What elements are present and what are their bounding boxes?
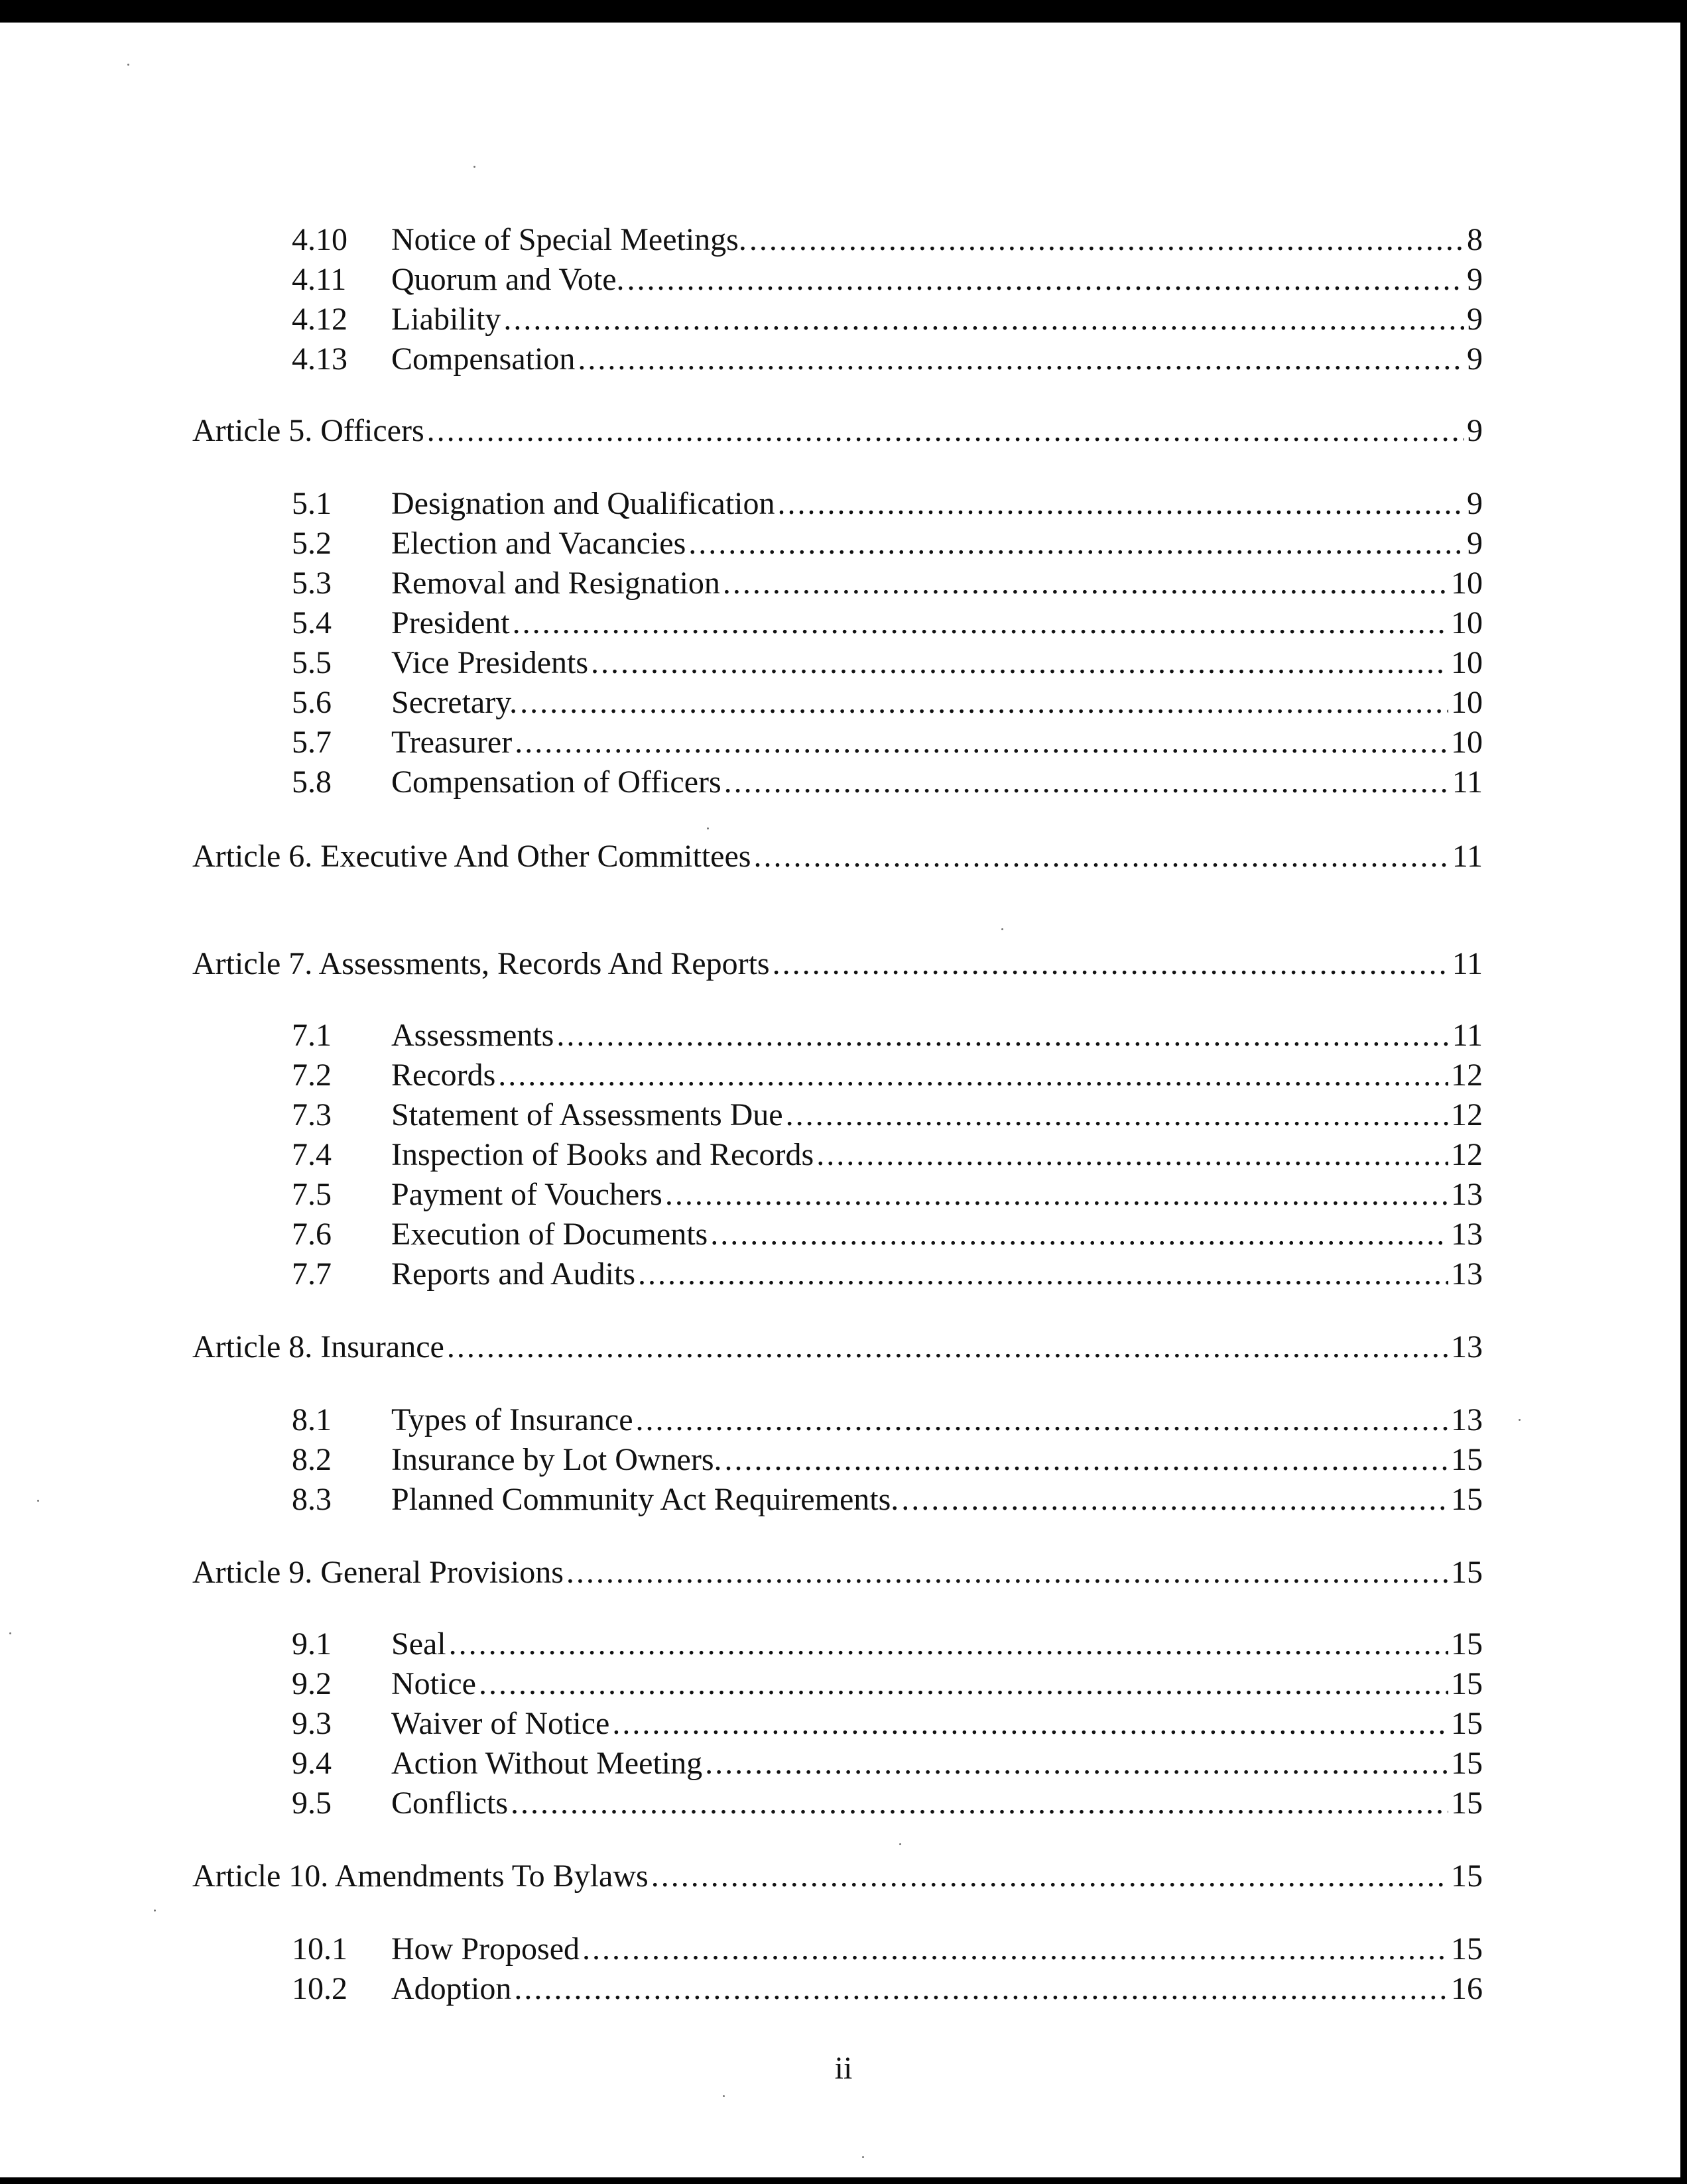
toc-entry-number: 7.6 bbox=[292, 1217, 332, 1252]
toc-article-title: Article 8. Insurance bbox=[192, 1329, 444, 1365]
toc-entry-number: 7.3 bbox=[292, 1097, 332, 1132]
toc-entry-page: 15 bbox=[1451, 1442, 1483, 1477]
toc-entry-page: 10 bbox=[1451, 605, 1483, 640]
scan-speck bbox=[1001, 928, 1003, 930]
scan-speck bbox=[473, 166, 475, 168]
toc-entry-page: 11 bbox=[1452, 946, 1483, 981]
dot-leader bbox=[582, 1929, 1448, 1969]
toc-article-9 bbox=[192, 1553, 1483, 1593]
toc-entry-title: Records bbox=[391, 1058, 496, 1093]
toc-entry-number: 10.2 bbox=[292, 1971, 347, 2006]
toc-entry-number: 9.4 bbox=[292, 1746, 332, 1781]
toc-entry-4-10 bbox=[292, 220, 1483, 260]
toc-entry-page: 9 bbox=[1467, 526, 1483, 561]
toc-entry-number: 7.7 bbox=[292, 1256, 332, 1292]
dot-leader bbox=[786, 1095, 1448, 1135]
toc-entry-title: Planned Community Act Requirements. bbox=[391, 1482, 899, 1517]
dot-leader bbox=[773, 944, 1450, 984]
toc-entry-title: Conflicts bbox=[391, 1786, 508, 1821]
toc-entry-number: 4.11 bbox=[292, 262, 347, 297]
dot-leader bbox=[578, 339, 1464, 379]
toc-entry-title: Insurance by Lot Owners. bbox=[391, 1442, 722, 1477]
toc-entry-title: Quorum and Vote. bbox=[391, 262, 625, 297]
toc-entry-title: Liability bbox=[391, 302, 501, 337]
toc-entry-page: 9 bbox=[1467, 262, 1483, 297]
dot-leader bbox=[612, 1704, 1448, 1744]
toc-entry-page: 15 bbox=[1451, 1482, 1483, 1517]
toc-entry-title: President bbox=[391, 605, 510, 640]
toc-entry-7-2 bbox=[292, 1056, 1483, 1095]
toc-entry-number: 7.1 bbox=[292, 1018, 332, 1053]
toc-entry-page: 9 bbox=[1467, 413, 1483, 448]
toc-entry-8-3 bbox=[292, 1480, 1483, 1520]
toc-entry-page: 15 bbox=[1451, 1931, 1483, 1967]
toc-entry-title: Inspection of Books and Records bbox=[391, 1137, 814, 1172]
dot-leader bbox=[427, 411, 1464, 451]
toc-article-6 bbox=[192, 837, 1483, 877]
scan-speck bbox=[899, 1843, 901, 1845]
scan-speck bbox=[9, 1632, 11, 1634]
toc-entry-title: Designation and Qualification bbox=[391, 486, 775, 521]
toc-entry-number: 7.5 bbox=[292, 1177, 332, 1212]
dot-leader bbox=[498, 1056, 1448, 1095]
toc-entry-page: 10 bbox=[1451, 645, 1483, 680]
dot-leader bbox=[651, 1856, 1448, 1896]
toc-entry-8-1 bbox=[292, 1400, 1483, 1440]
toc-entry-number: 9.3 bbox=[292, 1706, 332, 1741]
toc-article-7 bbox=[192, 944, 1483, 984]
dot-leader bbox=[591, 643, 1448, 683]
toc-entry-9-4 bbox=[292, 1744, 1483, 1784]
dot-leader bbox=[566, 1553, 1448, 1593]
scan-speck bbox=[154, 1910, 156, 1911]
scan-bottom-border bbox=[0, 2177, 1687, 2184]
dot-leader bbox=[627, 260, 1464, 300]
scan-right-border bbox=[1680, 0, 1687, 2184]
toc-entry-page: 15 bbox=[1451, 1706, 1483, 1741]
toc-entry-title: Secretary. bbox=[391, 685, 518, 720]
scan-speck bbox=[723, 2095, 725, 2097]
dot-leader bbox=[816, 1135, 1448, 1175]
dot-leader bbox=[520, 683, 1448, 723]
dot-leader bbox=[688, 524, 1464, 564]
toc-entry-page: 12 bbox=[1451, 1058, 1483, 1093]
toc-entry-page: 8 bbox=[1467, 222, 1483, 257]
toc-entry-5-8 bbox=[292, 762, 1483, 802]
toc-article-title: Article 10. Amendments To Bylaws bbox=[192, 1858, 649, 1894]
toc-entry-5-3 bbox=[292, 564, 1483, 603]
dot-leader bbox=[710, 1215, 1448, 1254]
toc-entry-title: How Proposed bbox=[391, 1931, 580, 1967]
toc-entry-number: 5.2 bbox=[292, 526, 332, 561]
toc-entry-title: Removal and Resignation bbox=[391, 566, 720, 601]
toc-entry-title: Compensation bbox=[391, 341, 576, 377]
toc-entry-title: Assessments bbox=[391, 1018, 554, 1053]
toc-entry-title: Waiver of Notice bbox=[391, 1706, 610, 1741]
toc-article-title: Article 6. Executive And Other Committees bbox=[192, 839, 751, 874]
toc-entry-page: 15 bbox=[1451, 1786, 1483, 1821]
toc-entry-4-11 bbox=[292, 260, 1483, 300]
toc-article-title: Article 9. General Provisions bbox=[192, 1555, 564, 1590]
toc-entry-page: 10 bbox=[1451, 566, 1483, 601]
toc-entry-number: 5.4 bbox=[292, 605, 332, 640]
toc-entry-title: Action Without Meeting bbox=[391, 1746, 703, 1781]
toc-entry-5-2 bbox=[292, 524, 1483, 564]
dot-leader bbox=[723, 564, 1448, 603]
dot-leader bbox=[665, 1175, 1448, 1215]
toc-entry-page: 9 bbox=[1467, 341, 1483, 377]
toc-article-title: Article 7. Assessments, Records And Reports bbox=[192, 946, 770, 981]
dot-leader bbox=[705, 1744, 1448, 1784]
toc-entry-5-5 bbox=[292, 643, 1483, 683]
toc-entry-number: 5.7 bbox=[292, 725, 332, 760]
toc-entry-9-5 bbox=[292, 1784, 1483, 1823]
toc-entry-number: 5.5 bbox=[292, 645, 332, 680]
dot-leader bbox=[479, 1664, 1448, 1704]
toc-entry-page: 12 bbox=[1451, 1097, 1483, 1132]
page-number: ii bbox=[834, 2051, 853, 2086]
toc-entry-5-1 bbox=[292, 484, 1483, 524]
toc-entry-title: Execution of Documents bbox=[391, 1217, 708, 1252]
toc-entry-9-1 bbox=[292, 1624, 1483, 1664]
toc-article-10 bbox=[192, 1856, 1483, 1896]
dot-leader bbox=[778, 484, 1464, 524]
dot-leader bbox=[449, 1624, 1448, 1664]
toc-entry-title: Types of Insurance bbox=[391, 1402, 633, 1437]
dot-leader bbox=[503, 300, 1464, 339]
dot-leader bbox=[514, 1969, 1448, 2009]
toc-entry-number: 8.3 bbox=[292, 1482, 332, 1517]
toc-entry-page: 9 bbox=[1467, 302, 1483, 337]
toc-entry-title: Notice of Special Meetings. bbox=[391, 222, 747, 257]
toc-entry-9-2 bbox=[292, 1664, 1483, 1704]
toc-entry-number: 5.1 bbox=[292, 486, 332, 521]
toc-entry-number: 7.4 bbox=[292, 1137, 332, 1172]
dot-leader bbox=[515, 723, 1448, 762]
toc-article-5 bbox=[192, 411, 1483, 451]
toc-entry-number: 5.6 bbox=[292, 685, 332, 720]
toc-entry-page: 15 bbox=[1451, 1746, 1483, 1781]
toc-entry-page: 13 bbox=[1451, 1217, 1483, 1252]
toc-entry-page: 13 bbox=[1451, 1329, 1483, 1365]
toc-entry-10-1 bbox=[292, 1929, 1483, 1969]
toc-entry-7-5 bbox=[292, 1175, 1483, 1215]
toc-entry-page: 10 bbox=[1451, 725, 1483, 760]
dot-leader bbox=[749, 220, 1464, 260]
toc-entry-page: 13 bbox=[1451, 1402, 1483, 1437]
toc-entry-7-7 bbox=[292, 1254, 1483, 1294]
toc-entry-page: 15 bbox=[1451, 1858, 1483, 1894]
toc-entry-7-4 bbox=[292, 1135, 1483, 1175]
toc-entry-8-2 bbox=[292, 1440, 1483, 1480]
toc-entry-7-1 bbox=[292, 1016, 1483, 1056]
toc-entry-5-7 bbox=[292, 723, 1483, 762]
scan-speck bbox=[127, 64, 129, 66]
dot-leader bbox=[901, 1480, 1448, 1520]
toc-entry-page: 11 bbox=[1452, 1018, 1483, 1053]
toc-entry-page: 10 bbox=[1451, 685, 1483, 720]
dot-leader bbox=[556, 1016, 1449, 1056]
dot-leader bbox=[753, 837, 1449, 877]
toc-entry-title: Treasurer bbox=[391, 725, 513, 760]
toc-article-8 bbox=[192, 1327, 1483, 1367]
toc-entry-number: 8.1 bbox=[292, 1402, 332, 1437]
dot-leader bbox=[447, 1327, 1448, 1367]
toc-entry-page: 13 bbox=[1451, 1177, 1483, 1212]
dot-leader bbox=[513, 603, 1448, 643]
toc-entry-page: 15 bbox=[1451, 1666, 1483, 1701]
toc-entry-4-13 bbox=[292, 339, 1483, 379]
toc-entry-number: 9.2 bbox=[292, 1666, 332, 1701]
toc-entry-number: 4.10 bbox=[292, 222, 347, 257]
toc-entry-title: Seal bbox=[391, 1626, 446, 1662]
toc-entry-4-12 bbox=[292, 300, 1483, 339]
dot-leader bbox=[638, 1254, 1448, 1294]
toc-entry-page: 15 bbox=[1451, 1626, 1483, 1662]
toc-entry-5-4 bbox=[292, 603, 1483, 643]
toc-entry-title: Notice bbox=[391, 1666, 476, 1701]
dot-leader bbox=[511, 1784, 1448, 1823]
toc-entry-number: 7.2 bbox=[292, 1058, 332, 1093]
scan-speck bbox=[37, 1500, 39, 1502]
toc-entry-title: Reports and Audits bbox=[391, 1256, 635, 1292]
toc-entry-number: 10.1 bbox=[292, 1931, 347, 1967]
toc-entry-7-6 bbox=[292, 1215, 1483, 1254]
scan-speck bbox=[1519, 1419, 1521, 1421]
toc-entry-page: 9 bbox=[1467, 486, 1483, 521]
toc-entry-9-3 bbox=[292, 1704, 1483, 1744]
toc-entry-title: Payment of Vouchers bbox=[391, 1177, 662, 1212]
toc-entry-title: Adoption bbox=[391, 1971, 512, 2006]
scan-speck bbox=[707, 827, 709, 829]
toc-entry-page: 13 bbox=[1451, 1256, 1483, 1292]
toc-entry-title: Statement of Assessments Due bbox=[391, 1097, 783, 1132]
toc-entry-number: 8.2 bbox=[292, 1442, 332, 1477]
toc-entry-number: 9.1 bbox=[292, 1626, 332, 1662]
toc-entry-5-6 bbox=[292, 683, 1483, 723]
dot-leader bbox=[725, 1440, 1448, 1480]
toc-entry-10-2 bbox=[292, 1969, 1483, 2009]
dot-leader bbox=[636, 1400, 1449, 1440]
toc-entry-page: 11 bbox=[1452, 764, 1483, 800]
scan-speck bbox=[862, 2156, 864, 2158]
dot-leader bbox=[724, 762, 1450, 802]
toc-entry-title: Election and Vacancies bbox=[391, 526, 686, 561]
toc-entry-page: 12 bbox=[1451, 1137, 1483, 1172]
toc-article-title: Article 5. Officers bbox=[192, 413, 424, 448]
toc-entry-7-3 bbox=[292, 1095, 1483, 1135]
toc-entry-page: 16 bbox=[1451, 1971, 1483, 2006]
scan-top-border bbox=[0, 0, 1687, 23]
toc-entry-page: 11 bbox=[1452, 839, 1483, 874]
toc-entry-title: Compensation of Officers bbox=[391, 764, 721, 800]
toc-entry-number: 4.13 bbox=[292, 341, 347, 377]
toc-entry-number: 4.12 bbox=[292, 302, 347, 337]
toc-entry-page: 15 bbox=[1451, 1555, 1483, 1590]
toc-entry-number: 5.8 bbox=[292, 764, 332, 800]
toc-entry-title: Vice Presidents bbox=[391, 645, 589, 680]
toc-entry-number: 9.5 bbox=[292, 1786, 332, 1821]
toc-entry-number: 5.3 bbox=[292, 566, 332, 601]
